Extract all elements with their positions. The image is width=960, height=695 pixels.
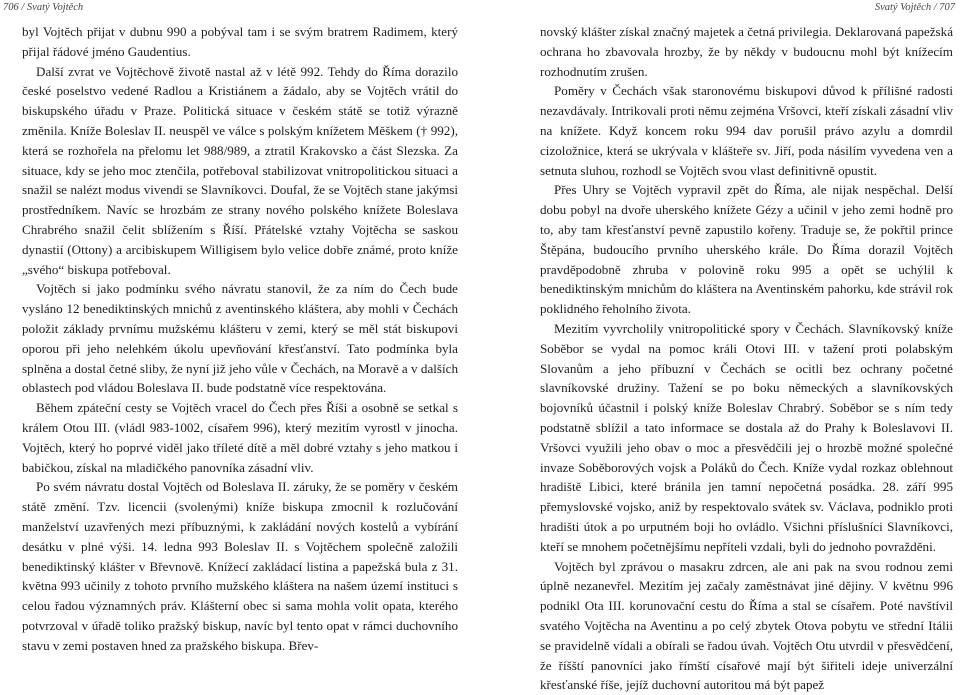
paragraph: byl Vojtěch přijat v dubnu 990 a pobýval tam i se svým bratrem Radimem, který přijal řádové jméno Gaudentius. <box>22 24 458 59</box>
paragraph: Po svém návratu dostal Vojtěch od Boleslava II. záruky, že se poměry v českém státě změní. Tzv. licencii (svolenými) kníže biskupa zmocnil k rozlučování manželství uzavřených mezi příbuznými, k zakládání nových kostelů a vybírání desátku v plné výši. 14. ledna 993 Boleslav II. s Vojtěchem společně založili benediktinský klášter v Břevnově. Knížecí zakládací listina a papežská bula z 31. května 993 učinily z tohoto prvního mužského kláštera na našem území instituci s celou řadou významných práv. Klášterní obec si sama mohla volit opata, kterého potvrzoval v úřadě toliko pražský biskup, navíc byl tento opat v rámci duchovního stavu v zemi postaven hned za pražského biskupa. Břev- <box>22 479 458 653</box>
left-page <box>0 0 480 653</box>
paragraph: novský klášter získal značný majetek a četná privilegia. Deklarovaná papežská ochrana ho zbavovala hrozby, že by někdy v budoucnu mohl být knížecím rozhodnutím zrušen. <box>540 24 954 79</box>
paragraph: Další zvrat ve Vojtěchově životě nastal až v létě 992. Tehdy do Říma dorazilo české poselstvo vedené Radlou a Kristiánem a žádalo, aby se Vojtěch vrátil do biskupského úřadu v Praze. Politická situace v českém státě se totiž výrazně změnila. Kníže Boleslav II. neuspěl ve válce s polským knížetem Měškem († 992), která se rozhořela na přelomu let 988/989, a ztratil Krakovsko a část Slezska. Za situace, kdy se jeho moc ztenčila, potřeboval stabilizovat vnitropolitickou situaci a snažil se nalézt modus vivendi se Slavníkovci. Doufal, že se Vojtěch stane jakýmsi prostředníkem. Navíc se hrozbám ze strany nového polského knížete Boleslava Chrabrého snažil čelit sblížením s Říší. Přátelské vztahy Vojtěcha se saskou dynastií (Ottony) a arcibiskupem Willigisem bylo velice dobře známé, proto kníže „svého“ biskupa potřeboval. <box>22 63 458 277</box>
paragraph: Přes Uhry se Vojtěch vypravil zpět do Říma, ale nijak nespěchal. Delší dobu pobyl na dvoře uherského knížete Gézy a učinil v jeho zemi hodně pro to, aby tam křesťanství pevně zapustilo kořeny. Traduje se, že pokřtil prince Štěpána, budoucího prvního uherského krále. Do Říma dorazil Vojtěch pravděpodobně zhruba v polovině roku 995 a opět se uchýlil k benediktinským mnichům do kláštera na Aventinském pahorku, kde strávil rok poklidného řeholního života. <box>540 182 953 317</box>
left-page-text <box>22 22 458 656</box>
paragraph: Vojtěch si jako podmínku svého návratu stanovil, že za ním do Čech bude vysláno 12 benediktinských mnichů z aventinského kláštera, aby mohli v Čechách položit základy prvnímu mužskému klášteru v zemi, který se měl stát biskupovi oporou při jeho nelehkém úkolu upevňování křesťanství. Tato podmínka byla splněna a dostal četné sliby, že nyní již jeho vůle v Čechách, na Moravě a v dalších oblastech pod vládou Boleslava II. bude podstatně více respektována. <box>22 281 458 396</box>
paragraph: Vojtěch byl zprávou o masakru zdrcen, ale ani pak na svou rodnou zemi úplně nezanevřel. Mezitím jej začaly zaměstnávat jiné dějiny. V květnu 996 podnikl Ota III. korunovační cestu do Říma a stal se císařem. Poté navštívil svatého Vojtěcha na Aventinu a po celý zbytek Otova pobytu ve střední Itálii se pravidelně vídali a obírali se řadou úvah. Vojtěch Otu utvrdil v přesvědčení, že říšští panovníci jako římští císařové mají být šiřiteli ideje univerzální křesťanské říše, jejíž duchovní autoritou má být papež <box>540 558 953 693</box>
right-page-header: Svatý Vojtěch / 707 <box>874 2 955 13</box>
paragraph: Mezitím vyvrcholily vnitropolitické spory v Čechách. Slavníkovský kníže Soběbor se vydal na pomoc králi Otovi III. v tažení proti polabským Slovanům a jeho příbuzní v Čechách se ocitli bez ochrany početné slavníkovské družiny. Tažení se po boku německých a slavníkovských bojovníků účastnil i polský kníže Boleslav Chrabrý. Soběbor se s ním tedy podstatně sblížil a tato informace se dostala až do Prahy k Boleslavovi II. Vršovci využili jeho obav o moc a přesvědčili jej o hrozbě možné společné invaze Soběborových vojsk a Poláků do Čech. Kníže vydal rozkaz oblehnout hradiště Libici, které bránila jen tamní nepočetná posádka. 28. září 995 přemyslovské vojsko, aniž by respektovalo svátek sv. Václava, podniklo proti hradišti útok a po urputném boji ho ovládlo. Všichni příslušníci Slavníkovci, kteří se mnohem početnějšímu nepříteli vzdali, byli do jednoho povražděni. <box>540 320 953 554</box>
right-page-text <box>540 22 953 695</box>
paragraph: Během zpáteční cesty se Vojtěch vracel do Čech přes Říši a osobně se setkal s králem Otou III. (vládl 983-1002, císařem 996), který mezitím vyrostl v jinocha. Vojtěch, který ho poprvé viděl jako tříleté dítě a měl dobré vztahy s jeho matkou i babičkou, získal na mladičkého panovníka zásadní vliv. <box>22 400 458 475</box>
left-page-header: 706 / Svatý Vojtěch <box>3 2 84 13</box>
right-page <box>480 0 960 693</box>
paragraph: Poměry v Čechách však staronovému biskupovi důvod k přílišné radosti nezavdávaly. Intrikovali proti němu zejména Vršovci, kteří získali zásadní vliv na knížete. Když koncem roku 994 dav porušil právo azylu a domrdil cizoložnice, která se ukrývala v klášteře sv. Jiří, poda násilím vyvedena ven a setnuta sluhou, rozhodl se Vojtěch svou vlast definitivně opustit. <box>540 83 953 178</box>
